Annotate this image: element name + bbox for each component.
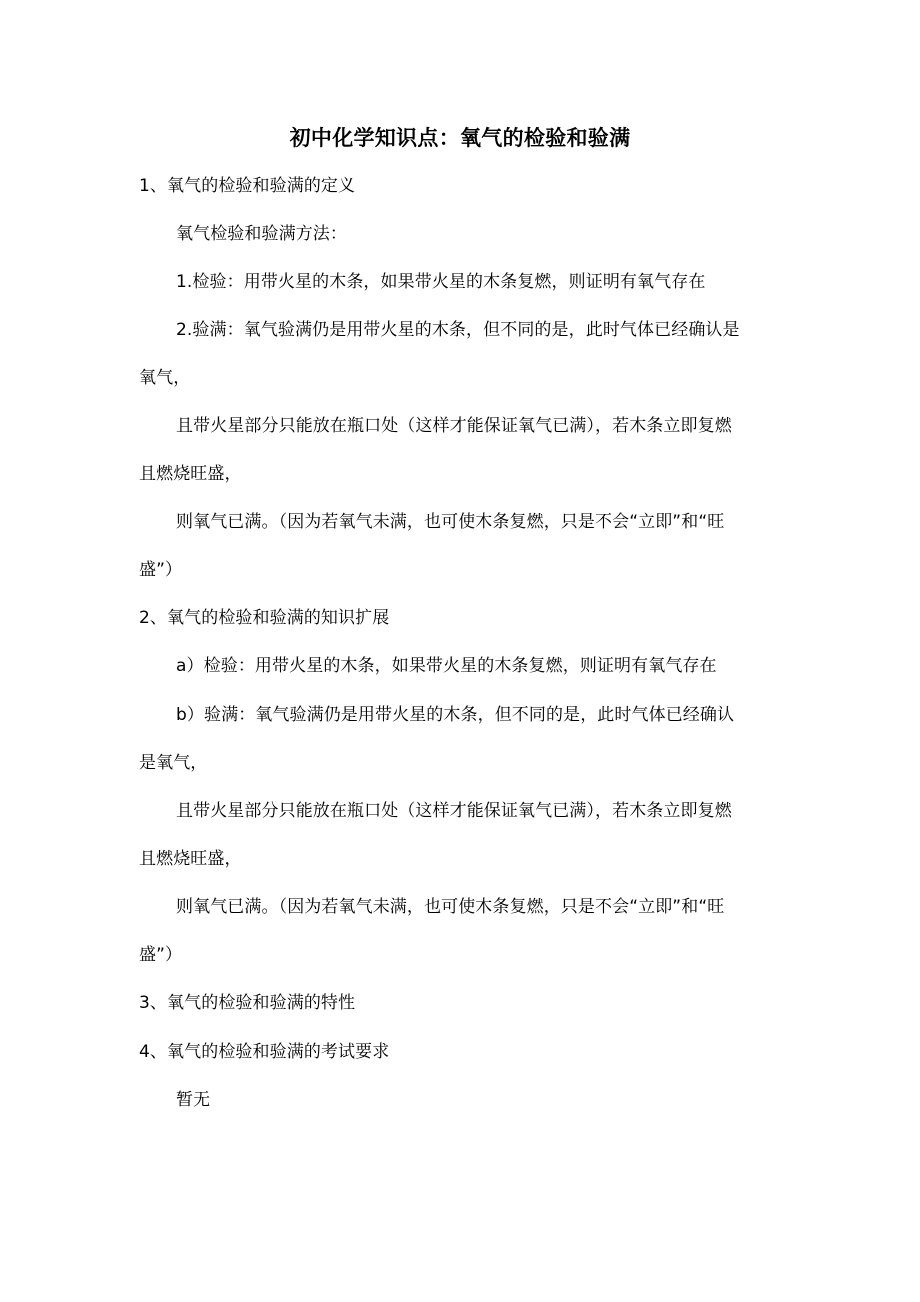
section-2-line-3: 是氧气， (139, 753, 208, 773)
section-2-line-4: 且带火星部分只能放在瓶口处（这样才能保证氧气已满），若木条立即复燃 (176, 801, 732, 821)
section-2-line-7: 盛”） (139, 945, 183, 965)
section-1-line-8: 盛”） (139, 560, 183, 580)
section-2-line-5: 且燃烧旺盛， (139, 849, 242, 869)
section-4-heading: 4、氧气的检验和验满的考试要求 (139, 1042, 390, 1062)
section-2-heading: 2、氧气的检验和验满的知识扩展 (139, 608, 390, 628)
section-1-line-2: 1.检验：用带火星的木条，如果带火星的木条复燃，则证明有氧气存在 (176, 272, 706, 292)
section-1-line-1: 氧气检验和验满方法： (176, 224, 347, 244)
section-4-line-1: 暂无 (176, 1090, 211, 1110)
section-1-line-3: 2.验满：氧气验满仍是用带火星的木条，但不同的是，此时气体已经确认是 (176, 320, 740, 340)
section-2-line-6: 则氧气已满。（因为若氧气未满，也可使木条复燃，只是不会“立即”和“旺 (176, 897, 725, 917)
section-2-line-1: a）检验：用带火星的木条，如果带火星的木条复燃，则证明有氧气存在 (176, 656, 717, 676)
section-1-line-6: 且燃烧旺盛， (139, 464, 242, 484)
section-1-line-5: 且带火星部分只能放在瓶口处（这样才能保证氧气已满），若木条立即复燃 (176, 416, 732, 436)
document-title: 初中化学知识点：氧气的检验和验满 (289, 126, 631, 150)
section-2-line-2: b）验满：氧气验满仍是用带火星的木条，但不同的是，此时气体已经确认 (176, 705, 735, 725)
section-1-heading: 1、氧气的检验和验满的定义 (139, 176, 356, 196)
section-1-line-7: 则氧气已满。（因为若氧气未满，也可使木条复燃，只是不会“立即”和“旺 (176, 512, 725, 532)
section-1-line-4: 氧气， (139, 368, 191, 388)
section-3-heading: 3、氧气的检验和验满的特性 (139, 993, 356, 1013)
